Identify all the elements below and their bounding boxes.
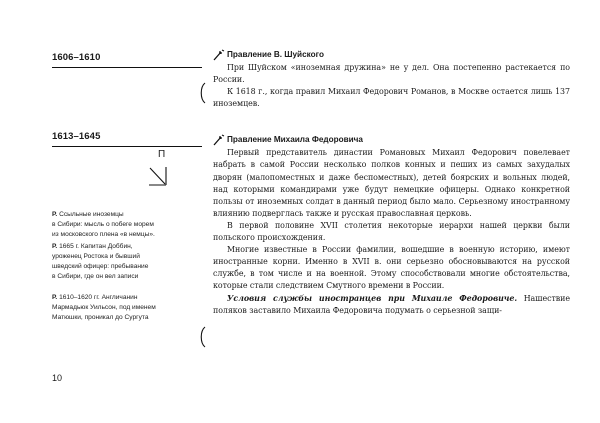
note-text: Ссыльные иноземцы в Сибири: мысль о побеге морем из московского плена «в немцы». bbox=[52, 211, 155, 238]
section-title-text: Правление В. Шуйского bbox=[227, 50, 324, 59]
margin-letter: П bbox=[158, 149, 166, 160]
margin-note-3 bbox=[52, 293, 214, 323]
paragraph: В первой половине XVII столетия некоторые иерархи нашей церкви были польского происхождения. bbox=[213, 220, 570, 243]
note-tag: Р. bbox=[52, 294, 58, 301]
pointing-hand-icon bbox=[213, 134, 225, 146]
main-text-column bbox=[213, 48, 570, 317]
note-tag: Р. bbox=[52, 243, 58, 250]
paragraph-text: Нашествие поляков заставило Михаила Федоровича подумать о серьезной защи- bbox=[213, 293, 570, 315]
paragraph: К 1618 г., когда правил Михаил Федорович Романов, в Москве остается лишь 137 иноземцев. bbox=[213, 87, 570, 109]
brace-mark-icon bbox=[199, 82, 207, 104]
corner-bracket-icon bbox=[148, 166, 168, 186]
section-title-mikhail bbox=[213, 133, 570, 147]
note-text: 1610–1620 гг. Англичанин Мармадьюк Уильсон, под именем Матюшки, проникал до Сургута bbox=[52, 294, 156, 321]
paragraph-conditions bbox=[213, 293, 570, 317]
note-tag: Р. bbox=[52, 211, 58, 218]
divider-rule bbox=[52, 67, 202, 68]
note-text: 1665 г. Капитан Доббин, уроженец Ростока и бывший шведский офицер: пребывание в Сибири, где он вел записи bbox=[52, 243, 149, 280]
section-title-text: Правление Михаила Федоровича bbox=[227, 135, 363, 145]
page-number: 10 bbox=[52, 373, 63, 383]
margin-note-2 bbox=[52, 242, 214, 282]
divider-rule bbox=[52, 146, 202, 147]
paragraph: При Шуйском «иноземная дружина» не у дел. Она постепенно растекается по России. bbox=[213, 63, 570, 85]
paragraph-lead: Условия службы иностранцев при Михаиле Федоровиче. bbox=[227, 293, 518, 303]
pointing-hand-icon bbox=[213, 49, 225, 61]
period-date-1: 1606–1610 bbox=[52, 52, 101, 63]
section-title-shuisky bbox=[213, 48, 570, 62]
paragraph: Первый представитель династии Романовых Михаил Федорович повелевает набрать в самой России несколько полков конных и пеших из самых захудалых дворян (малопоместных и даже беспоместных), детей боярских и вольных людей, над которыми командирами уже будут немецкие офицеры. Однако конкретной пользы от иноземных солдат в данный период было мало. Серьезному иностранному влиянию подверглась также и русская православная церковь. bbox=[213, 148, 570, 218]
period-date-2: 1613–1645 bbox=[52, 131, 101, 142]
margin-note-1 bbox=[52, 210, 214, 240]
paragraph: Многие известные в России фамилии, вошедшие в военную историю, имеют иностранные корни. Именно в XVII в. они серьезно обосновываются на русской службе, в том числе и на военной. Этому способствовали многие обстоятельства, которые стали следствием Смутного времени в России. bbox=[213, 245, 570, 291]
brace-mark-icon bbox=[199, 326, 207, 348]
